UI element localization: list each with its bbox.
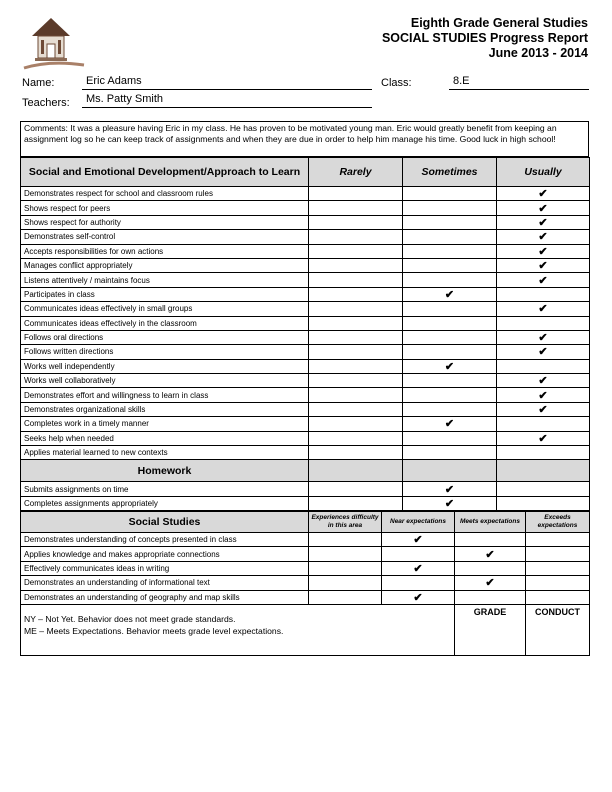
rating-cell xyxy=(455,533,526,547)
comments-box: Comments: It was a pleasure having Eric in my class. He has proven to be motivated young man. Eric would greatly benefit from keeping an assignment log so he can keep track of assignments and when they are due in order to help him manage his time. Good luck in high school! xyxy=(20,121,589,157)
table-row xyxy=(21,215,590,229)
rating-cell xyxy=(403,431,497,445)
row-label: Follows written directions xyxy=(21,345,309,359)
table-row xyxy=(21,316,590,330)
row-label: Demonstrates understanding of concepts presented in class xyxy=(21,533,309,547)
table-row xyxy=(21,374,590,388)
check-mark-icon: ✔ xyxy=(403,287,497,301)
check-mark-icon: ✔ xyxy=(497,431,590,445)
check-mark-icon: ✔ xyxy=(497,345,590,359)
check-mark-icon: ✔ xyxy=(403,496,497,510)
legend-footer xyxy=(20,604,590,656)
rating-cell xyxy=(403,273,497,287)
rating-cell xyxy=(526,533,590,547)
rating-cell xyxy=(403,446,497,460)
check-mark-icon: ✔ xyxy=(497,201,590,215)
rating-cell xyxy=(309,496,403,510)
row-label: Demonstrates self-control xyxy=(21,230,309,244)
check-mark-icon: ✔ xyxy=(455,576,526,590)
conduct-label: CONDUCT xyxy=(526,605,590,656)
rating-cell xyxy=(309,230,403,244)
rating-cell xyxy=(309,330,403,344)
rating-cell xyxy=(403,258,497,272)
column-near-expectations: Near expectations xyxy=(382,512,455,533)
check-mark-icon: ✔ xyxy=(497,187,590,201)
check-mark-icon: ✔ xyxy=(497,402,590,416)
rating-cell xyxy=(497,482,590,496)
column-usually: Usually xyxy=(497,158,590,187)
homework-row xyxy=(21,482,590,496)
check-mark-icon: ✔ xyxy=(497,244,590,258)
table-row xyxy=(21,258,590,272)
table-row xyxy=(21,287,590,301)
social-studies-row xyxy=(21,590,590,604)
social-emotional-table xyxy=(20,157,590,511)
row-label: Manages conflict appropriately xyxy=(21,258,309,272)
report-period: June 2013 - 2014 xyxy=(488,46,588,60)
rating-cell xyxy=(403,201,497,215)
rating-cell xyxy=(309,359,403,373)
row-label: Works well collaboratively xyxy=(21,374,309,388)
rating-cell xyxy=(309,547,382,561)
name-label: Name: xyxy=(22,77,55,89)
rating-cell xyxy=(309,576,382,590)
check-mark-icon: ✔ xyxy=(497,388,590,402)
student-name: Eric Adams xyxy=(82,75,372,90)
rating-cell xyxy=(403,230,497,244)
report-title: Eighth Grade General Studies xyxy=(410,16,588,30)
row-label: Seeks help when needed xyxy=(21,431,309,445)
rating-cell xyxy=(382,576,455,590)
rating-cell xyxy=(497,496,590,510)
check-mark-icon: ✔ xyxy=(382,590,455,604)
row-label: Follows oral directions xyxy=(21,330,309,344)
rating-cell xyxy=(309,388,403,402)
row-label: Accepts responsibilities for own actions xyxy=(21,244,309,258)
check-mark-icon: ✔ xyxy=(382,561,455,575)
rating-cell xyxy=(403,374,497,388)
rating-cell xyxy=(309,590,382,604)
rating-cell xyxy=(526,576,590,590)
grade-label: GRADE xyxy=(455,605,526,656)
rating-cell xyxy=(403,316,497,330)
rating-cell xyxy=(497,446,590,460)
legend-me: ME – Meets Expectations. Behavior meets grade level expectations. xyxy=(24,626,284,636)
table-row xyxy=(21,187,590,201)
table-row xyxy=(21,302,590,316)
rating-cell xyxy=(455,561,526,575)
rating-cell xyxy=(309,187,403,201)
rating-cell xyxy=(403,330,497,344)
row-label: Communicates ideas effectively in small groups xyxy=(21,302,309,316)
column-rarely: Rarely xyxy=(309,158,403,187)
column-exceeds-expectations: Exceeds expectations xyxy=(526,512,590,533)
row-label: Applies knowledge and makes appropriate connections xyxy=(21,547,309,561)
check-mark-icon: ✔ xyxy=(455,547,526,561)
row-label: Shows respect for peers xyxy=(21,201,309,215)
report-header xyxy=(382,16,588,61)
section-title-social-studies: Social Studies xyxy=(21,512,309,533)
social-studies-row xyxy=(21,547,590,561)
rating-cell xyxy=(309,374,403,388)
row-label: Completes work in a timely manner xyxy=(21,417,309,431)
check-mark-icon: ✔ xyxy=(403,359,497,373)
rating-cell xyxy=(309,533,382,547)
report-subtitle: SOCIAL STUDIES Progress Report xyxy=(381,31,588,45)
table-row xyxy=(21,273,590,287)
class-label: Class: xyxy=(381,77,412,89)
row-label: Applies material learned to new contexts xyxy=(21,446,309,460)
rating-cell xyxy=(403,215,497,229)
rating-cell xyxy=(309,482,403,496)
table-row xyxy=(21,330,590,344)
homework-row xyxy=(21,496,590,510)
rating-cell xyxy=(309,201,403,215)
legend-box xyxy=(21,605,455,656)
table-row xyxy=(21,402,590,416)
table-row xyxy=(21,345,590,359)
row-label: Completes assignments appropriately xyxy=(21,496,309,510)
row-label: Demonstrates effort and willingness to learn in class xyxy=(21,388,309,402)
table-row xyxy=(21,446,590,460)
social-studies-table xyxy=(20,511,590,605)
section-title-homework: Homework xyxy=(21,460,309,482)
rating-cell xyxy=(403,345,497,359)
rating-cell xyxy=(309,244,403,258)
rating-cell xyxy=(309,417,403,431)
rating-cell xyxy=(497,287,590,301)
row-label: Listens attentively / maintains focus xyxy=(21,273,309,287)
rating-cell xyxy=(309,402,403,416)
rating-cell xyxy=(403,402,497,416)
table-row xyxy=(21,230,590,244)
social-studies-row xyxy=(21,576,590,590)
social-studies-row xyxy=(21,561,590,575)
check-mark-icon: ✔ xyxy=(497,374,590,388)
rating-cell xyxy=(309,446,403,460)
table-row xyxy=(21,359,590,373)
row-label: Communicates ideas effectively in the classroom xyxy=(21,316,309,330)
rating-cell xyxy=(526,547,590,561)
table-row xyxy=(21,417,590,431)
rating-cell xyxy=(497,417,590,431)
rating-cell xyxy=(309,302,403,316)
rating-cell xyxy=(309,273,403,287)
row-label: Works well independently xyxy=(21,359,309,373)
rating-cell xyxy=(309,345,403,359)
social-studies-row xyxy=(21,533,590,547)
row-label: Demonstrates an understanding of geography and map skills xyxy=(21,590,309,604)
rating-cell xyxy=(309,561,382,575)
column-meets-expectations: Meets expectations xyxy=(455,512,526,533)
row-label: Submits assignments on time xyxy=(21,482,309,496)
rating-cell xyxy=(309,287,403,301)
rating-cell xyxy=(497,316,590,330)
table-row xyxy=(21,388,590,402)
rating-cell xyxy=(309,431,403,445)
check-mark-icon: ✔ xyxy=(403,482,497,496)
row-label: Demonstrates organizational skills xyxy=(21,402,309,416)
school-logo xyxy=(20,16,86,72)
rating-cell xyxy=(309,316,403,330)
rating-cell xyxy=(382,547,455,561)
table-row xyxy=(21,201,590,215)
check-mark-icon: ✔ xyxy=(497,302,590,316)
check-mark-icon: ✔ xyxy=(403,417,497,431)
row-label: Demonstrates an understanding of informational text xyxy=(21,576,309,590)
check-mark-icon: ✔ xyxy=(497,330,590,344)
check-mark-icon: ✔ xyxy=(497,273,590,287)
teacher-name: Ms. Patty Smith xyxy=(82,93,372,108)
legend-ny: NY – Not Yet. Behavior does not meet grade standards. xyxy=(24,614,236,624)
table-row xyxy=(21,244,590,258)
rating-cell xyxy=(497,359,590,373)
rating-cell xyxy=(403,187,497,201)
class-value: 8.E xyxy=(449,75,589,90)
rating-cell xyxy=(309,258,403,272)
row-label: Effectively communicates ideas in writing xyxy=(21,561,309,575)
row-label: Demonstrates respect for school and classroom rules xyxy=(21,187,309,201)
check-mark-icon: ✔ xyxy=(497,258,590,272)
section-title-social-emotional: Social and Emotional Development/Approach to Learn xyxy=(21,158,309,187)
teachers-label: Teachers: xyxy=(22,97,70,109)
column-sometimes: Sometimes xyxy=(403,158,497,187)
rating-cell xyxy=(403,244,497,258)
rating-cell xyxy=(526,561,590,575)
rating-cell xyxy=(526,590,590,604)
table-row xyxy=(21,431,590,445)
rating-cell xyxy=(403,388,497,402)
column-experiences-difficulty: Experiences difficulty in this area xyxy=(309,512,382,533)
rating-cell xyxy=(403,302,497,316)
row-label: Shows respect for authority xyxy=(21,215,309,229)
check-mark-icon: ✔ xyxy=(497,215,590,229)
row-label: Participates in class xyxy=(21,287,309,301)
check-mark-icon: ✔ xyxy=(382,533,455,547)
rating-cell xyxy=(309,215,403,229)
check-mark-icon: ✔ xyxy=(497,230,590,244)
rating-cell xyxy=(455,590,526,604)
